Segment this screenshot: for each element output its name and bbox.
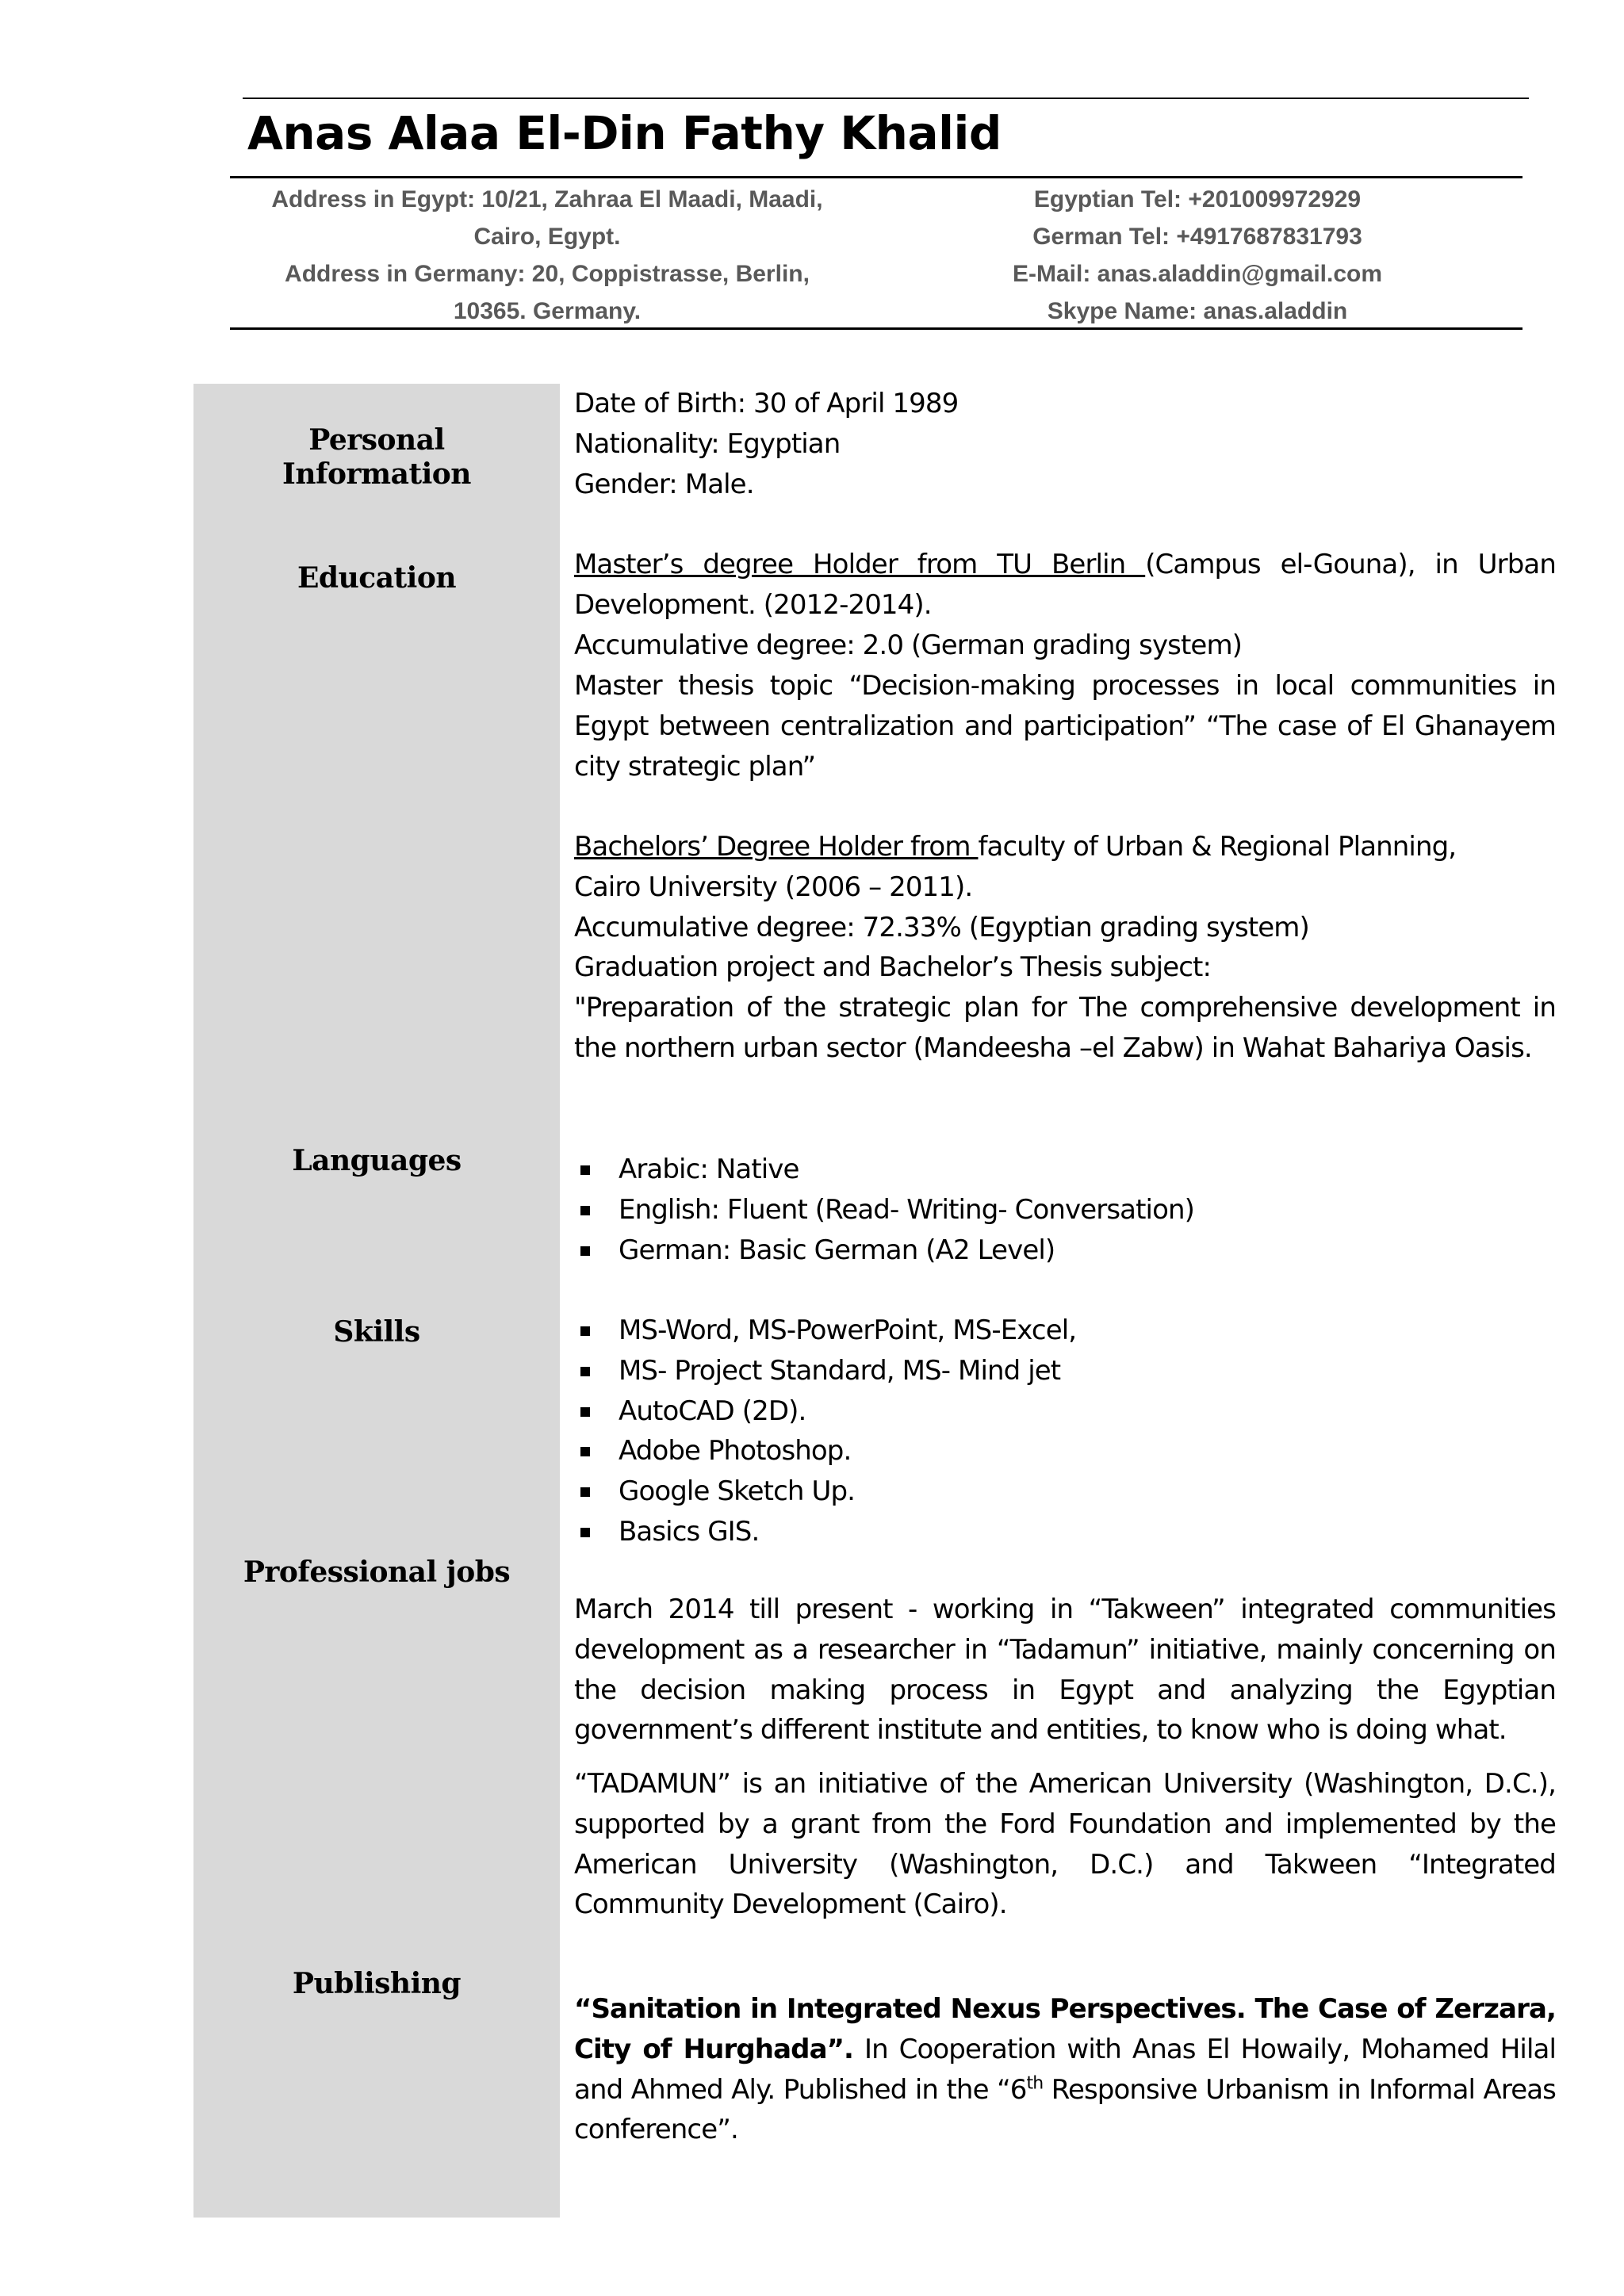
ordinal-suffix: th [1026,2073,1044,2094]
applicant-name: Anas Alaa El-Din Fathy Khalid [247,106,1002,160]
masters-degree-title: Master’s degree Holder from TU Berlin [574,549,1146,580]
skype-name: Skype Name: anas.aladdin [1047,298,1348,324]
bachelors-degree-title: Bachelors’ Degree Holder from [574,831,979,863]
egyptian-tel: Egyptian Tel: +201009972929 [1033,186,1362,212]
german-tel: German Tel: +4917687831793 [1032,224,1362,250]
list-item: MS-Word, MS-PowerPoint, MS-Excel, [574,1311,1556,1351]
bachelors-university: Cairo University (2006 – 2011). [574,871,973,903]
bullet-icon [580,1407,590,1417]
bullet-icon [580,1528,590,1537]
skills-list [574,1311,1556,1552]
list-item: Adobe Photoshop. [574,1431,1556,1471]
email: E-Mail: anas.aladdin@gmail.com [1012,261,1383,287]
languages-label: Languages [292,1144,462,1177]
education-label: Education [297,561,457,595]
publication-details: In Cooperation with Anas El Howaily, Mohamed Hilal and Ahmed Aly. Published in the “6 [574,2033,1556,2106]
bullet-icon [580,1447,590,1456]
address-line: Address in Egypt: 10/21, Zahraa El Maadi, Maadi, [271,186,823,212]
professional-jobs-label: Professional jobs [243,1556,511,1589]
bachelors-faculty: faculty of Urban & Regional Planning, [978,831,1457,863]
address-line: 10365. Germany. [453,298,642,324]
top-rule [243,98,1529,99]
personal-details [574,384,1556,504]
bullet-icon [580,1367,590,1376]
gender: Gender: Male. [574,468,754,500]
section-sidebar [193,384,560,2218]
nationality: Nationality: Egyptian [574,427,841,460]
languages-list [574,1150,1556,1270]
bachelors-project-heading: Graduation project and Bachelor’s Thesis subject: [574,951,1212,984]
tadamun-description: “TADAMUN” is an initiative of the American University (Washington, D.C.), supported by a grant from the Ford Foundation and implemented by the American University (Washington, D.C.) and Takween “Integrated Community Development (Cairo). [574,1768,1556,1921]
masters-degree-details: (Campus el-Gouna), in Urban Development. (2012-2014). [574,549,1556,621]
bachelors-degree [574,827,1556,988]
list-item: Arabic: Native [574,1150,1556,1190]
bullet-icon [580,1487,590,1497]
publication-conference: Responsive Urbanism in Informal Areas conference”. [574,2073,1556,2146]
takween-job: March 2014 till present - working in “Takween” integrated communities development as a researcher in “Tadamun” initiative, mainly concerning on the decision making process in Egypt and analyzing the Egyptian government’s different institute and entities, to know who is doing what. [574,1594,1556,1747]
skills-label: Skills [333,1315,420,1349]
bachelors-thesis: "Preparation of the strategic plan for The comprehensive development in the northern urban sector (Mandeesha –el Zabw) in Wahat Bahariya Oasis. [574,992,1556,1064]
publishing-label: Publishing [292,1967,462,2000]
bullet-icon [580,1326,590,1336]
name-underline [230,176,1522,178]
list-item: Basics GIS. [574,1512,1556,1552]
masters-thesis: Master thesis topic “Decision-making processes in local communities in Egypt between centralization and participation” “The case of El Ghanayem city strategic plan” [574,670,1556,783]
address-line: Cairo, Egypt. [473,224,621,250]
bullet-icon [580,1165,590,1175]
header-bottom-rule [230,327,1522,330]
list-item: MS- Project Standard, MS- Mind jet [574,1351,1556,1391]
bullet-icon [580,1206,590,1215]
list-item: English: Fluent (Read- Writing- Conversation) [574,1190,1556,1230]
bachelors-grade: Accumulative degree: 72.33% (Egyptian grading system) [574,911,1309,943]
publication [574,1989,1556,2150]
list-item: AutoCAD (2D). [574,1391,1556,1432]
publication-title: “Sanitation in Integrated Nexus Perspectives. The Case of Zerzara, City of Hurghada”. [574,1993,1556,2065]
contact-block [872,181,1522,330]
bullet-icon [580,1246,590,1256]
masters-grade: Accumulative degree: 2.0 (German grading system) [574,629,1243,661]
list-item: German: Basic German (A2 Level) [574,1230,1556,1271]
personal-information-label: Personal Information [282,423,471,491]
date-of-birth: Date of Birth: 30 of April 1989 [574,388,959,419]
address-line: Address in Germany: 20, Coppistrasse, Berlin, [285,261,810,287]
masters-degree [574,545,1556,626]
list-item: Google Sketch Up. [574,1471,1556,1512]
address-block [198,181,896,330]
